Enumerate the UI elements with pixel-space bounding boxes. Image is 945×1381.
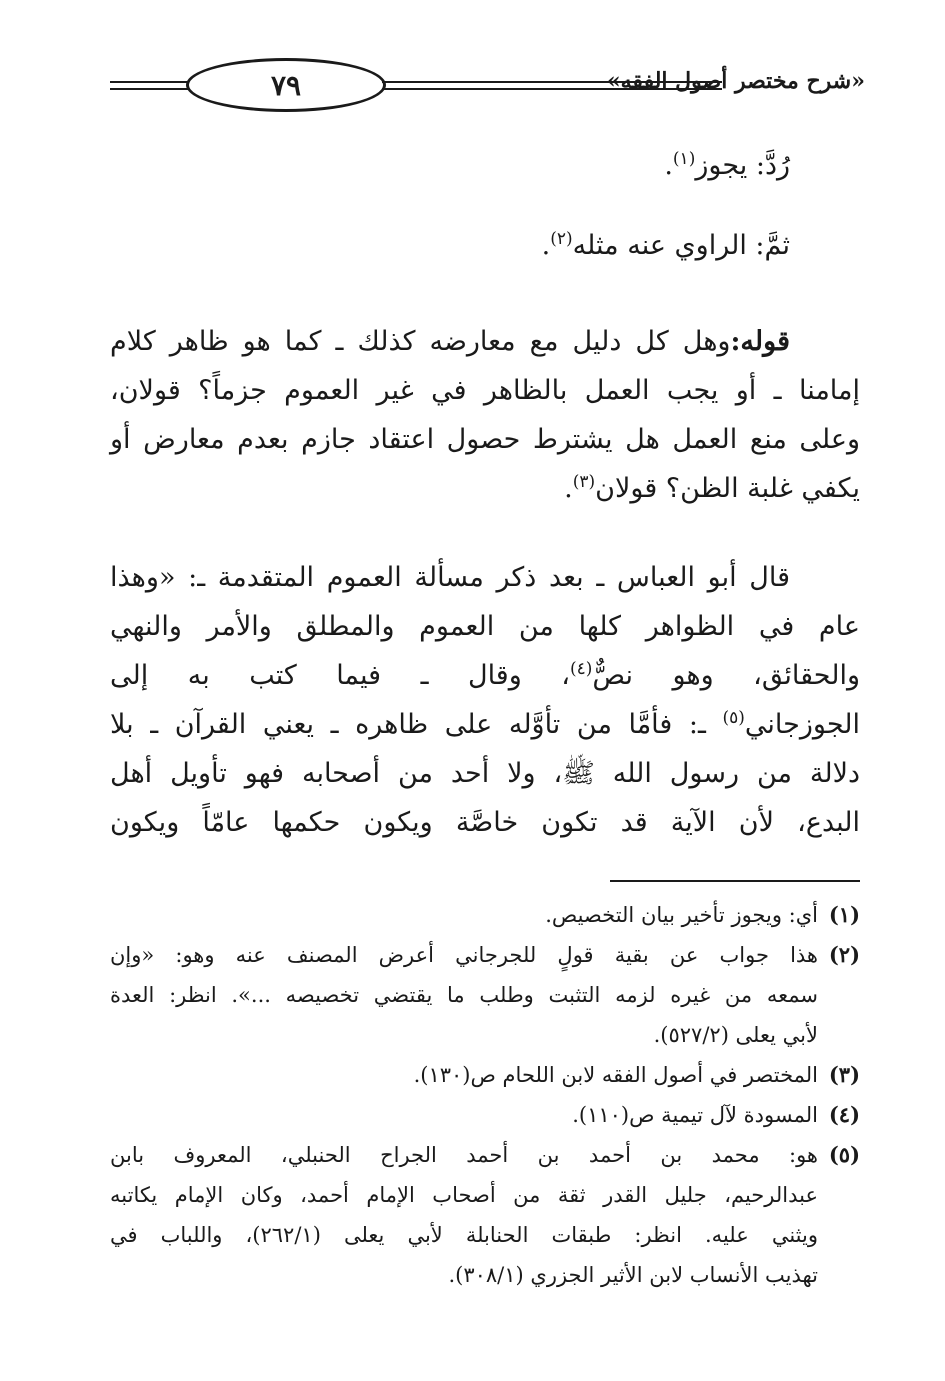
footnote-number: (٥) <box>828 1142 860 1167</box>
footnote-text: ويثني عليه. انظر: طبقات الحنابلة لأبي يعلى (٢٦٢/١)، واللباب في <box>110 1223 818 1247</box>
verse-block <box>110 140 860 272</box>
header-rule-left <box>110 81 194 90</box>
lead-word: قوله: <box>730 326 790 357</box>
footnote-3 <box>110 1055 860 1095</box>
footnotes <box>110 895 860 1295</box>
page-header <box>110 50 865 120</box>
verse-line-1: رُدَّ: يجوز$^{(١)}$. <box>664 149 790 181</box>
footnote-text: تهذيب الأنساب لابن الأثير الجزري (٣٠٨/١). <box>448 1263 818 1287</box>
footnote-text: المختصر في أصول الفقه لابن اللحام ص(١٣٠). <box>413 1063 818 1087</box>
running-title: «شرح مختصر أصول الفقه» <box>606 68 865 94</box>
footnote-4 <box>110 1095 860 1135</box>
footnote-text: عبدالرحيم، جليل القدر ثقة من أصحاب الإمام أحمد، وكان الإمام يكاتبه <box>110 1183 818 1207</box>
footnote-ref-5[interactable]: (٥) <box>722 708 745 728</box>
footnote-number: (١) <box>828 902 860 927</box>
footnote-ref-4[interactable]: (٤) <box>569 659 593 679</box>
paragraph-1 <box>110 317 860 513</box>
para1-line-4: يكفي غلبة الظن؟ قولان$^{(٣)}$. <box>564 472 860 504</box>
para1-line-2: إمامنا ـ أو يجب العمل بالظاهر في غير العموم جزماً؟ قولان، <box>110 375 860 406</box>
footnote-separator <box>610 880 860 882</box>
footnote-2 <box>110 935 860 1055</box>
para2-line-6: البدع، لأن الآية قد تكون خاصَّة ويكون حكمها عامّاً ويكون <box>110 807 860 838</box>
footnote-ref-2[interactable]: (٢) <box>550 229 573 249</box>
footnote-number: (٤) <box>828 1102 860 1127</box>
para2-line-5: دلالة من رسول الله ﷺ، ولا أحد من أصحابه فهو تأويل أهل <box>110 758 860 789</box>
footnote-5 <box>110 1135 860 1295</box>
para1-line-1: قوله:وهل كل دليل مع معارضه كذلك ـ كما هو ظاهر كلام <box>110 326 790 357</box>
para2-line-4: الجوزجاني$^{(٥)}$ ـ: فأمَّا من تأوَّله على ظاهره ـ يعني القرآن ـ بلا <box>110 708 860 740</box>
footnote-text: هذا جواب عن بقية قولٍ للجرجاني أعرض المصنف عنه وهو: «وإن <box>110 943 818 967</box>
para2-line-2: عام في الظواهر كلها من العموم والمطلق والأمر والنهي <box>110 611 860 642</box>
footnote-text: هو: محمد بن أحمد بن أحمد الجراح الحنبلي، المعروف بابن <box>110 1143 818 1167</box>
footnote-number: (٢) <box>828 942 860 967</box>
footnote-text: أي: ويجوز تأخير بيان التخصيص. <box>545 903 818 927</box>
footnote-ref-3[interactable]: (٣) <box>572 472 596 492</box>
footnote-text: سمعه من غيره لزمه التثبت وطلب ما يقتضي تخصيصه ...». انظر: العدة <box>110 983 818 1007</box>
verse-line-2: ثمَّ: الراوي عنه مثله$^{(٢)}$. <box>541 229 790 261</box>
footnote-ref-1[interactable]: (١) <box>672 149 696 169</box>
footnote-text: المسودة لآل تيمية ص(١١٠). <box>572 1103 818 1127</box>
footnote-text: لأبي يعلى (٥٢٧/٢). <box>653 1023 818 1047</box>
para1-line-3: وعلى منع العمل هل يشترط حصول اعتقاد جازم بعدم معارض أو <box>110 424 860 455</box>
page-number: ٧٩ <box>186 58 386 112</box>
footnote-1 <box>110 895 860 935</box>
para2-line-1: قال أبو العباس ـ بعد ذكر مسألة العموم المتقدمة ـ: «وهذا <box>110 562 790 593</box>
paragraph-2 <box>110 553 860 847</box>
footnote-number: (٣) <box>828 1062 860 1087</box>
para2-line-3: والحقائق، وهو نصٌّ$^{(٤)}$، وقال ـ فيما كتب به إلى <box>110 659 860 691</box>
